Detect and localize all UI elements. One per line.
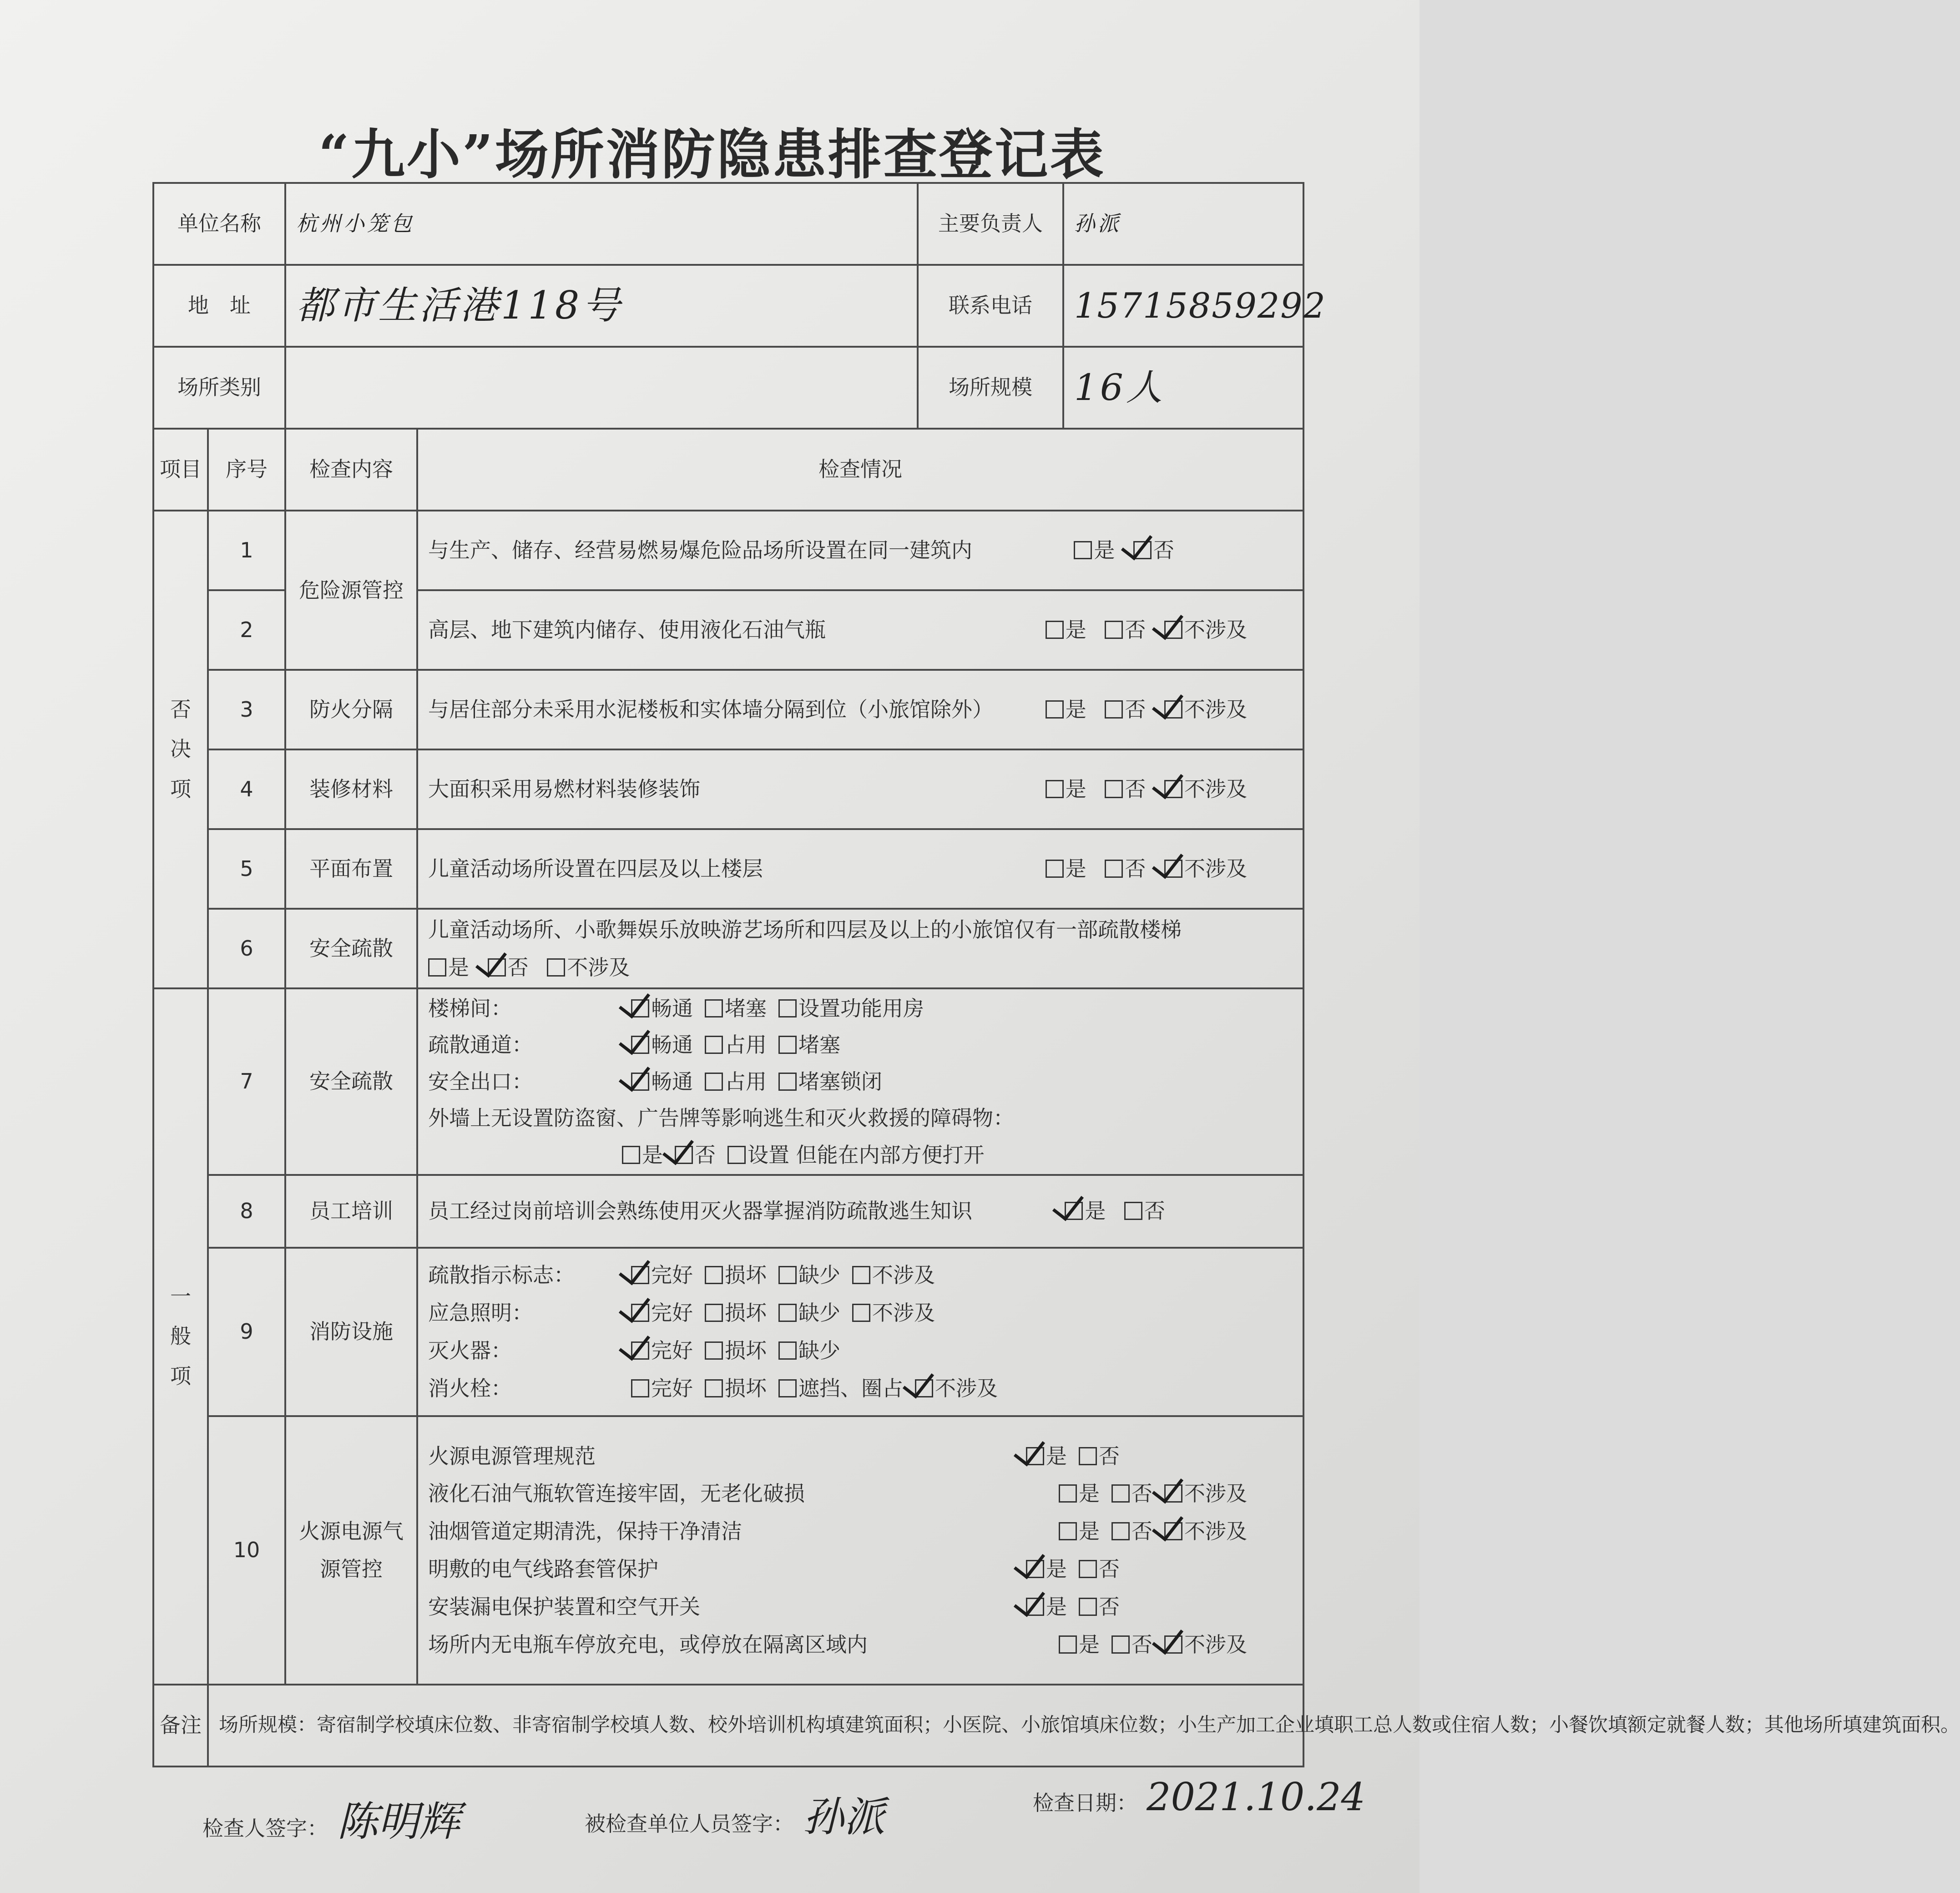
row-10-item-3-no-checkbox[interactable] — [1111, 1522, 1130, 1540]
header-content: 检查内容 — [285, 429, 417, 511]
row-10 — [153, 1416, 1303, 1685]
inspector-signature — [202, 1788, 460, 1847]
row-2-status: 高层、地下建筑内储存、使用液化石油气瓶 是 否 不涉及 — [417, 590, 1303, 670]
row-3-status: 与居住部分未采用水泥楼板和实体墙分隔到位（小旅馆除外） 是 否 不涉及 — [417, 670, 1303, 749]
row-7-passage-clear-checkbox[interactable] — [631, 1036, 649, 1054]
row-1-seq: 1 — [208, 511, 285, 590]
row-7-wall-yes-checkbox[interactable] — [622, 1146, 640, 1164]
row-9-hydrant-na-checkbox[interactable] — [915, 1379, 933, 1397]
row-2-no-checkbox[interactable] — [1105, 621, 1123, 639]
row-9-hydrant-broken-checkbox[interactable] — [705, 1379, 723, 1397]
row-6 — [153, 909, 1303, 988]
row-6-no-checkbox[interactable] — [488, 958, 506, 977]
row-1-no-checkbox[interactable] — [1133, 541, 1152, 559]
row-1-status: 与生产、储存、经营易燃易爆危险品场所设置在同一建筑内 是 否 — [417, 511, 1303, 590]
row-6-seq: 6 — [208, 909, 285, 988]
row-2-seq: 2 — [208, 590, 285, 670]
row-9-light-ok-checkbox[interactable] — [631, 1304, 649, 1322]
inspected-label: 被检查单位人员签字： — [585, 1812, 794, 1836]
row-9 — [153, 1248, 1303, 1416]
row-9-light-missing-checkbox[interactable] — [778, 1304, 797, 1322]
row-10-item-2-na-checkbox[interactable] — [1164, 1484, 1182, 1503]
row-6-na-checkbox[interactable] — [547, 958, 565, 977]
row-8-content: 员工培训 — [285, 1175, 417, 1248]
phone-label: 联系电话 — [918, 265, 1063, 347]
row-5-text: 儿童活动场所设置在四层及以上楼层 — [428, 856, 763, 881]
row-7-stairwell-blocked-checkbox[interactable] — [705, 999, 723, 1017]
row-9-light-label: 应急照明： — [428, 1301, 533, 1326]
row-10-content: 火源电源气源管控 — [285, 1416, 417, 1685]
date-label: 检查日期： — [1033, 1791, 1137, 1815]
row-9-extinguisher-ok-checkbox[interactable] — [631, 1341, 649, 1360]
row-1-text: 与生产、储存、经营易燃易爆危险品场所设置在同一建筑内 — [428, 537, 972, 562]
row-2-na-checkbox[interactable] — [1164, 621, 1182, 639]
header-seq: 序号 — [208, 429, 285, 511]
row-10-item-2-no-checkbox[interactable] — [1111, 1484, 1130, 1503]
row-9-sign-broken-checkbox[interactable] — [705, 1266, 723, 1284]
group-veto: 否决项 — [153, 511, 208, 988]
row-9-extinguisher-missing-checkbox[interactable] — [778, 1341, 797, 1360]
row-7-stairwell-room-checkbox[interactable] — [778, 999, 797, 1017]
address-label: 地 址 — [153, 265, 285, 347]
row-9-seq: 9 — [208, 1248, 285, 1416]
row-7-exit-label: 安全出口： — [428, 1069, 533, 1094]
row-10-item-5-no-checkbox[interactable] — [1079, 1598, 1097, 1616]
row-10-item-3-na-checkbox[interactable] — [1164, 1522, 1182, 1540]
row-8-status: 员工经过岗前培训会熟练使用灭火器掌握消防疏散逃生知识 是 否 — [417, 1175, 1303, 1248]
row-7-exit-clear-checkbox[interactable] — [631, 1073, 649, 1091]
row-10-item-1-yes-checkbox[interactable] — [1026, 1447, 1044, 1465]
row-2-yes-checkbox[interactable] — [1046, 621, 1064, 639]
row-10-item-4-yes-checkbox[interactable] — [1026, 1560, 1044, 1578]
row-9-sign-missing-checkbox[interactable] — [778, 1266, 797, 1284]
row-8-yes-checkbox[interactable] — [1065, 1202, 1083, 1220]
row-10-status: 火源电源管理规范 是 否 液化石油气瓶软管连接牢固，无老化破损 是 否 不涉及 油烟管道定期清洗，保持干净清洁 是 否 不涉及 明敷的电气线路套管保护 是 否 安装漏电保护装置和空气开关 是 否 场所内无电瓶车停放充电，或停放在隔离区域内 是 否 不涉及 — [417, 1416, 1303, 1685]
row-7-status: 楼梯间： 畅通 堵塞 设置功能用房 疏散通道： 畅通 占用 堵塞 安全出口： 畅通 占用 堵塞锁闭 外墙上无设置防盗窗、广告牌等影响逃生和灭火救援的障碍物： 是 否 设置 但能在内部方便打开 — [417, 988, 1303, 1175]
owner-value[interactable]: 孙派 — [1063, 183, 1303, 265]
row-6-status: 儿童活动场所、小歌舞娱乐放映游艺场所和四层及以上的小旅馆仅有一部疏散楼梯 是 否 不涉及 — [417, 909, 1303, 988]
row-9-light-na-checkbox[interactable] — [852, 1304, 870, 1322]
row-7-passage-occupied-checkbox[interactable] — [705, 1036, 723, 1054]
inspection-date — [1033, 1775, 1365, 1819]
row-3-seq: 3 — [208, 670, 285, 749]
row-10-item-5: 安装漏电保护装置和空气开关 — [428, 1594, 700, 1619]
row-6-content: 安全疏散 — [285, 909, 417, 988]
row-3 — [153, 670, 1303, 749]
row-7-exit-occupied-checkbox[interactable] — [705, 1073, 723, 1091]
row-9-status: 疏散指示标志： 完好 损坏 缺少 不涉及 应急照明： 完好 损坏 缺少 不涉及 灭火器： 完好 损坏 缺少 消火栓： 完好 损坏 遮挡、圈占 不涉及 — [417, 1248, 1303, 1416]
note-row — [153, 1685, 1303, 1766]
row-5-yes-checkbox[interactable] — [1046, 860, 1064, 878]
row-7-passage-label: 疏散通道： — [428, 1033, 533, 1058]
owner-label: 主要负责人 — [918, 183, 1063, 265]
row-5-seq: 5 — [208, 829, 285, 909]
row-9-light-broken-checkbox[interactable] — [705, 1304, 723, 1322]
category-label: 场所类别 — [153, 347, 285, 429]
row-9-content: 消防设施 — [285, 1248, 417, 1416]
row-7-stairwell-label: 楼梯间： — [428, 996, 512, 1021]
inspected-value[interactable]: 孙派 — [803, 1793, 885, 1841]
row-10-item-2: 液化石油气瓶软管连接牢固，无老化破损 — [428, 1481, 805, 1506]
row-10-item-2-yes-checkbox[interactable] — [1059, 1484, 1077, 1503]
row-9-extinguisher-label: 灭火器： — [428, 1338, 512, 1363]
row-3-content: 防火分隔 — [285, 670, 417, 749]
row-4-seq: 4 — [208, 749, 285, 829]
row-10-item-5-yes-checkbox[interactable] — [1026, 1598, 1044, 1616]
row-3-na-checkbox[interactable] — [1164, 700, 1182, 719]
row-10-seq: 10 — [208, 1416, 285, 1685]
phone-value[interactable]: 15715859292 — [1063, 265, 1303, 347]
row-10-item-1: 火源电源管理规范 — [428, 1443, 596, 1468]
row-9-sign-label: 疏散指示标志： — [428, 1263, 575, 1288]
row-10-item-6-na-checkbox[interactable] — [1164, 1635, 1182, 1654]
row-4 — [153, 749, 1303, 829]
row-10-item-4: 明敷的电气线路套管保护 — [428, 1557, 658, 1581]
row-7-wall-question: 外墙上无设置防盗窗、广告牌等影响逃生和灭火救援的障碍物： — [428, 1106, 1014, 1131]
row-10-item-3-yes-checkbox[interactable] — [1059, 1522, 1077, 1540]
info-row-unit — [153, 183, 1303, 265]
row-8-no-checkbox[interactable] — [1124, 1202, 1142, 1220]
group-note: 备注 — [153, 1685, 208, 1766]
category-value[interactable] — [285, 347, 918, 429]
row-5 — [153, 829, 1303, 909]
row-4-text: 大面积采用易燃材料装修装饰 — [428, 776, 700, 801]
info-row-category — [153, 347, 1303, 429]
row-4-content: 装修材料 — [285, 749, 417, 829]
row-1-yes-checkbox[interactable] — [1074, 541, 1092, 559]
row-5-no-checkbox[interactable] — [1105, 860, 1123, 878]
row-9-sign-na-checkbox[interactable] — [852, 1266, 870, 1284]
scale-value[interactable]: 16人 — [1063, 347, 1303, 429]
row-7-content: 安全疏散 — [285, 988, 417, 1175]
row-2-text: 高层、地下建筑内储存、使用液化石油气瓶 — [428, 617, 826, 642]
row-10-item-6-no-checkbox[interactable] — [1111, 1635, 1130, 1654]
row-7-wall-set-checkbox[interactable] — [727, 1146, 746, 1164]
row-5-content: 平面布置 — [285, 829, 417, 909]
group-general: 一般项 — [153, 988, 208, 1685]
row-7-seq: 7 — [208, 988, 285, 1175]
row-4-yes-checkbox[interactable] — [1046, 780, 1064, 798]
row-10-item-6: 场所内无电瓶车停放充电，或停放在隔离区域内 — [428, 1632, 868, 1657]
inspection-form-table — [152, 182, 1960, 1767]
row-10-item-6-yes-checkbox[interactable] — [1059, 1635, 1077, 1654]
row-10-item-3: 油烟管道定期清洗，保持干净清洁 — [428, 1519, 742, 1544]
row-3-no-checkbox[interactable] — [1105, 700, 1123, 719]
row-3-yes-checkbox[interactable] — [1046, 700, 1064, 719]
row-10-item-1-no-checkbox[interactable] — [1079, 1447, 1097, 1465]
row-4-no-checkbox[interactable] — [1105, 780, 1123, 798]
unit-label: 单位名称 — [153, 183, 285, 265]
header-item: 项目 — [153, 429, 208, 511]
info-row-address — [153, 265, 1303, 347]
row-6-text: 儿童活动场所、小歌舞娱乐放映游艺场所和四层及以上的小旅馆仅有一部疏散楼梯 — [428, 917, 1182, 942]
row-7-passage-blocked-checkbox[interactable] — [778, 1036, 797, 1054]
row-9-hydrant-label: 消火栓： — [428, 1376, 512, 1401]
form-title: “九小”场所消防隐患排查登记表 — [318, 123, 1106, 186]
row-7-exit-locked-checkbox[interactable] — [778, 1073, 797, 1091]
row-4-na-checkbox[interactable] — [1164, 780, 1182, 798]
inspected-signature — [585, 1784, 885, 1843]
unit-value[interactable]: 杭州小笼包 — [285, 183, 918, 265]
row-9-hydrant-blocked-checkbox[interactable] — [778, 1379, 797, 1397]
header-status: 检查情况 — [417, 429, 1303, 511]
date-value[interactable]: 2021.10.24 — [1147, 1775, 1365, 1819]
row-8-seq: 8 — [208, 1175, 285, 1248]
row-7-wall-no-checkbox[interactable] — [675, 1146, 693, 1164]
row-5-na-checkbox[interactable] — [1164, 860, 1182, 878]
row-1 — [153, 511, 1303, 590]
row-5-status: 儿童活动场所设置在四层及以上楼层 是 否 不涉及 — [417, 829, 1303, 909]
row-10-item-4-no-checkbox[interactable] — [1079, 1560, 1097, 1578]
row-3-text: 与居住部分未采用水泥楼板和实体墙分隔到位（小旅馆除外） — [428, 697, 993, 722]
inspector-label: 检查人签字： — [202, 1816, 328, 1841]
scale-label: 场所规模 — [918, 347, 1063, 429]
address-value[interactable]: 都市生活港118号 — [285, 265, 918, 347]
row-4-status: 大面积采用易燃材料装修装饰 是 否 不涉及 — [417, 749, 1303, 829]
row-8 — [153, 1175, 1303, 1248]
column-header-row — [153, 429, 1303, 511]
row-1-content: 危险源管控 — [285, 511, 417, 670]
note-text: 场所规模：寄宿制学校填床位数、非寄宿制学校填人数、校外培训机构填建筑面积；小医院、小旅馆填床位数；小生产加工企业填职工总人数或住宿人数；小餐饮填额定就餐人数；其他场所填建筑面积。 — [208, 1685, 1303, 1766]
row-8-text: 员工经过岗前培训会熟练使用灭火器掌握消防疏散逃生知识 — [428, 1199, 972, 1224]
row-6-yes-checkbox[interactable] — [428, 958, 446, 977]
row-7-stairwell-clear-checkbox[interactable] — [631, 999, 649, 1017]
row-7 — [153, 988, 1303, 1175]
inspector-value[interactable]: 陈明辉 — [337, 1798, 460, 1846]
row-9-hydrant-ok-checkbox[interactable] — [631, 1379, 649, 1397]
row-9-extinguisher-broken-checkbox[interactable] — [705, 1341, 723, 1360]
row-9-sign-ok-checkbox[interactable] — [631, 1266, 649, 1284]
